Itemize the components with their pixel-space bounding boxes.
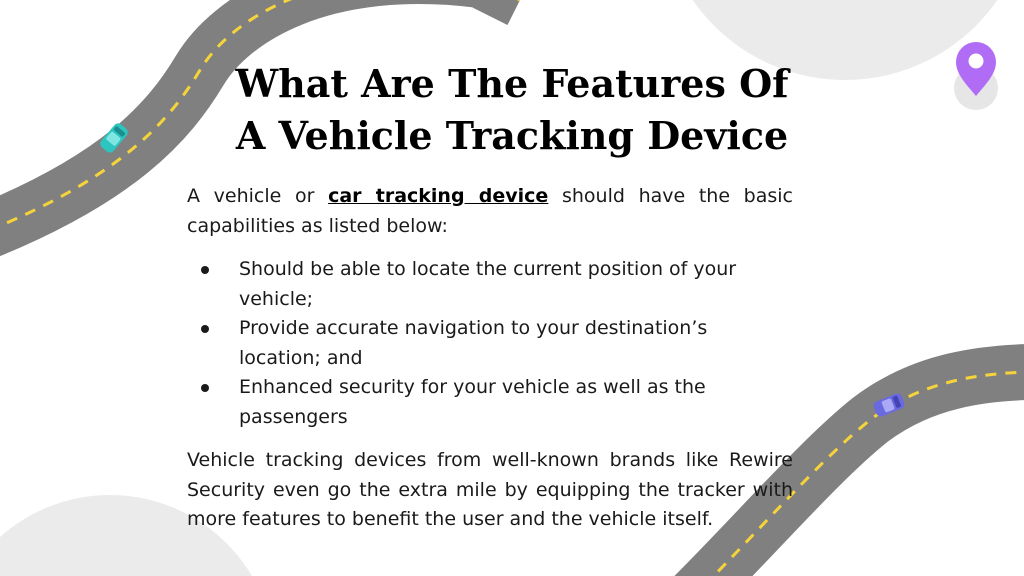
content-body bbox=[187, 182, 793, 535]
bullet-icon bbox=[201, 384, 209, 392]
bullet-icon bbox=[201, 266, 209, 274]
list-item bbox=[187, 314, 793, 373]
bullet-icon bbox=[201, 325, 209, 333]
intro-text-before: A vehicle or bbox=[187, 185, 329, 207]
list-item-text: Enhanced security for your vehicle as well as the passengers bbox=[239, 376, 706, 428]
closing-paragraph: Vehicle tracking devices from well-known brands like Rewire Security even go the extra mile by equipping the tracker with more features to benefit the user and the vehicle itself. bbox=[187, 449, 793, 530]
title-line-1: What Are The Features Of bbox=[235, 61, 789, 106]
list-item-text: Should be able to locate the current position of your vehicle; bbox=[239, 258, 737, 310]
page-title bbox=[150, 58, 874, 162]
list-item-text: Provide accurate navigation to your destination’s location; and bbox=[239, 317, 708, 369]
title-line-2: A Vehicle Tracking Device bbox=[235, 113, 789, 158]
intro-text-after: should have the basic capabilities as listed below: bbox=[187, 185, 794, 237]
feature-list bbox=[187, 255, 793, 432]
list-item bbox=[187, 373, 793, 432]
intro-paragraph bbox=[187, 182, 793, 241]
list-item bbox=[187, 255, 793, 314]
car-tracking-device-link[interactable]: car tracking device bbox=[328, 185, 549, 207]
